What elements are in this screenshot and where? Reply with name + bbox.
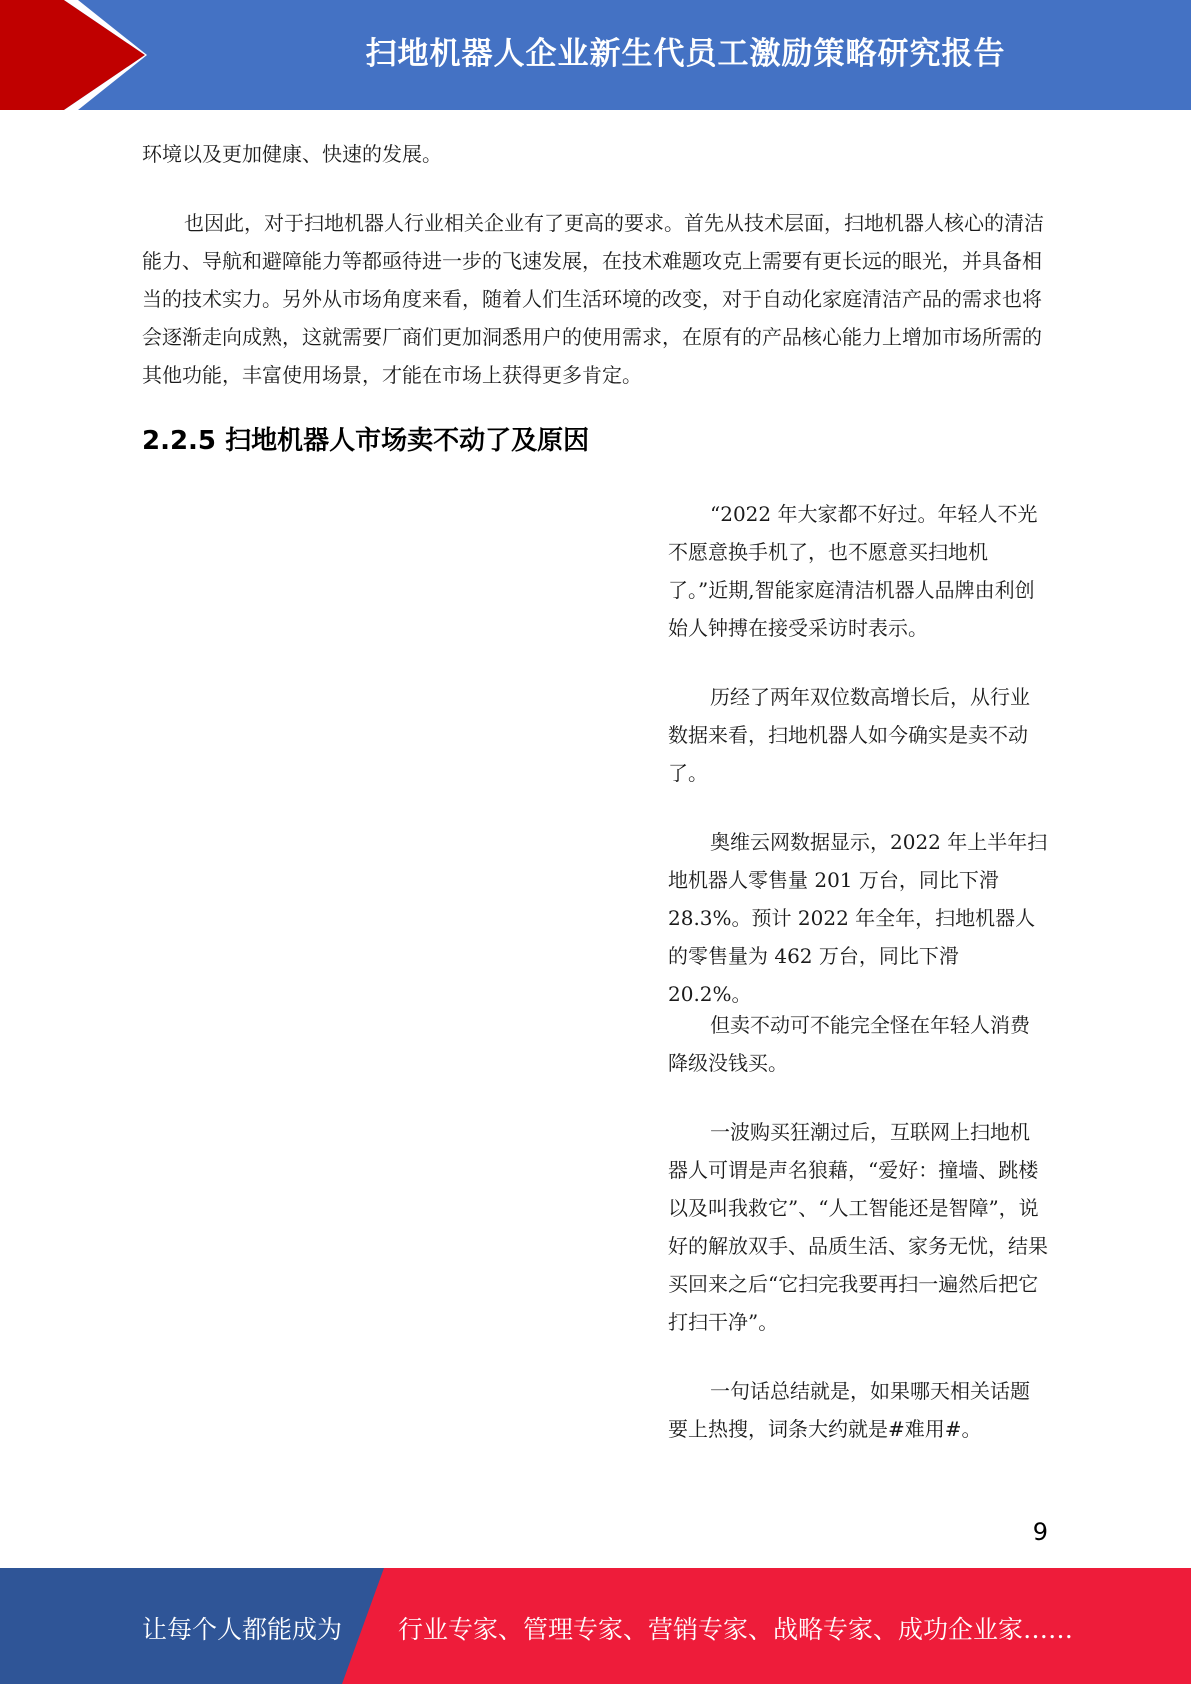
paragraph-summary: 一句话总结就是，如果哪天相关话题要上热搜，词条大约就是#难用#。 (668, 1379, 1030, 1441)
page-footer (0, 1568, 1191, 1684)
paragraph-growth: 历经了两年双位数高增长后，从行业数据来看，扫地机器人如今确实是卖不动了。 (668, 685, 1030, 785)
footer-slogan-right: 行业专家、管理专家、营销专家、战略专家、成功企业家…… (398, 1615, 1074, 1644)
footer-slogan-left: 让每个人都能成为 (142, 1615, 343, 1644)
page-number: 9 (1032, 1518, 1048, 1546)
report-title: 扫地机器人企业新生代员工激励策略研究报告 (365, 36, 1006, 72)
paragraph-quote: “2022 年大家都不好过。年轻人不光不愿意换手机了，也不愿意买扫地机了。”近期,智能家庭清洁机器人品牌由利创始人钟搏在接受采访时表示。 (668, 502, 1038, 640)
paragraph-requirements: 也因此，对于扫地机器人行业相关企业有了更高的要求。首先从技术层面，扫地机器人核心的清洁能力、导航和避障能力等都亟待进一步的飞速发展，在技术难题攻克上需要有更长远的眼光，并具备相当的技术实力。另外从市场角度来看，随着人们生活环境的改变，对于自动化家庭清洁产品的需求也将会逐渐走向成熟，这就需要厂商们更加洞悉用户的使用需求，在原有的产品核心能力上增加市场所需的其他功能，丰富使用场景，才能在市场上获得更多肯定。 (142, 211, 1044, 387)
paragraph-sales-data: 奥维云网数据显示，2022 年上半年扫地机器人零售量 201 万台，同比下滑 28.3%。预计 2022 年全年，扫地机器人的零售量为 462 万台，同比下滑 20.2%。 (668, 830, 1048, 1006)
paragraph-reputation: 一波购买狂潮过后，互联网上扫地机器人可谓是声名狼藉，“爱好：撞墙、跳楼以及叫我救它”、“人工智能还是智障”，说好的解放双手、品质生活、家务无忧，结果买回来之后“它扫完我要再扫一遍然后把它打扫干净”。 (668, 1120, 1048, 1334)
paragraph-continued: 环境以及更加健康、快速的发展。 (142, 142, 442, 166)
paragraph-downgrade: 但卖不动可不能完全怪在年轻人消费降级没钱买。 (668, 1013, 1030, 1075)
page-header (0, 0, 1191, 110)
section-heading: 2.2.5 扫地机器人市场卖不动了及原因 (142, 426, 590, 456)
